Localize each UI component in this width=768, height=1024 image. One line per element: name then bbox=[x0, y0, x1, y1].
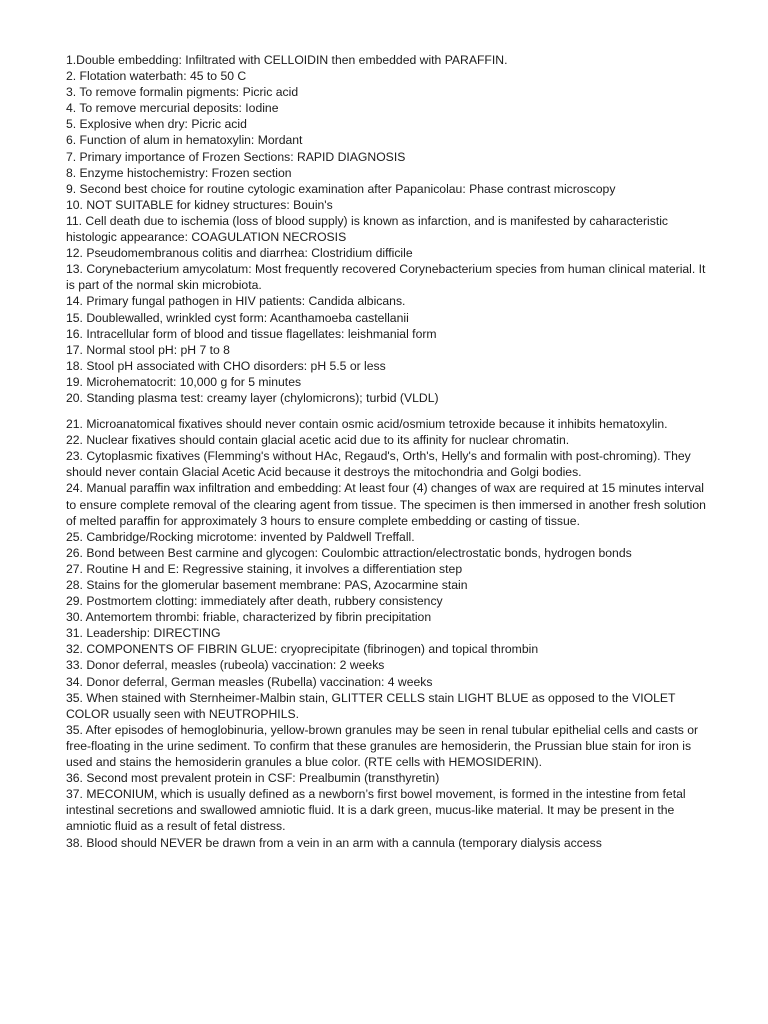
list-item: 24. Manual paraffin wax infiltration and embedding: At least four (4) changes of wax are required at 15 minutes interval to ensure complete removal of the clearing agent from tissue. The specimen is then immersed in another fresh solution of melted paraffin for approximately 3 hours to ensure complete embedding or casting of tissue. bbox=[66, 481, 706, 528]
list-item: 22. Nuclear fixatives should contain glacial acetic acid due to its affinity for nuclear chromatin. bbox=[66, 433, 570, 448]
list-item: 33. Donor deferral, measles (rubeola) vaccination: 2 weeks bbox=[66, 658, 385, 673]
list-item: 32. COMPONENTS OF FIBRIN GLUE: cryoprecipitate (fibrinogen) and topical thrombin bbox=[66, 642, 539, 657]
list-item: 7. Primary importance of Frozen Sections: RAPID DIAGNOSIS bbox=[66, 149, 406, 164]
list-item: 31. Leadership: DIRECTING bbox=[66, 626, 221, 641]
list-item: 30. Antemortem thrombi: friable, characterized by fibrin precipitation bbox=[66, 610, 432, 625]
list-item: 25. Cambridge/Rocking microtome: invented by Paldwell Treffall. bbox=[66, 529, 415, 544]
notes-group-2 bbox=[66, 416, 706, 851]
section-gap bbox=[66, 406, 706, 416]
list-item: 3. To remove formalin pigments: Picric acid bbox=[66, 85, 299, 100]
list-item: 9. Second best choice for routine cytologic examination after Papanicolau: Phase contrast microscopy bbox=[66, 181, 616, 196]
list-item: 35. When stained with Sternheimer-Malbin stain, GLITTER CELLS stain LIGHT BLUE as opposed to the VIOLET COLOR usually seen with NEUTROPHILS. bbox=[66, 690, 676, 721]
list-item: 23. Cytoplasmic fixatives (Flemming's without HAc, Regaud's, Orth's, Helly's and formalin with post-chroming). They should never contain Glacial Acetic Acid because it destroys the mitochondria and Golgi bodies. bbox=[66, 449, 691, 480]
document-page bbox=[66, 52, 706, 851]
list-item: 17. Normal stool pH: pH 7 to 8 bbox=[66, 342, 230, 357]
list-item: 26. Bond between Best carmine and glycogen: Coulombic attraction/electrostatic bonds, hydrogen bonds bbox=[66, 545, 632, 560]
list-item: 15. Doublewalled, wrinkled cyst form: Acanthamoeba castellanii bbox=[66, 310, 409, 325]
list-item: 10. NOT SUITABLE for kidney structures: Bouin's bbox=[66, 197, 333, 212]
list-item: 20. Standing plasma test: creamy layer (chylomicrons); turbid (VLDL) bbox=[66, 390, 439, 405]
list-item: 11. Cell death due to ischemia (loss of blood supply) is known as infarction, and is manifested by caharacteristic histologic appearance: COAGULATION NECROSIS bbox=[66, 213, 669, 245]
list-item: 2. Flotation waterbath: 45 to 50 C bbox=[66, 69, 247, 84]
notes-group-1 bbox=[66, 52, 706, 406]
list-item: 18. Stool pH associated with CHO disorders: pH 5.5 or less bbox=[66, 358, 386, 373]
list-item: 1.Double embedding: Infiltrated with CELLOIDIN then embedded with PARAFFIN. bbox=[66, 53, 508, 67]
list-item: 16. Intracellular form of blood and tissue flagellates: leishmanial form bbox=[66, 326, 437, 341]
list-item: 4. To remove mercurial deposits: Iodine bbox=[66, 101, 279, 116]
list-item: 19. Microhematocrit: 10,000 g for 5 minutes bbox=[66, 374, 302, 389]
list-item: 8. Enzyme histochemistry: Frozen section bbox=[66, 165, 292, 180]
list-item: 28. Stains for the glomerular basement membrane: PAS, Azocarmine stain bbox=[66, 578, 468, 592]
list-item: 37. MECONIUM, which is usually defined as a newborn’s first bowel movement, is formed in the intestine from fetal intestinal secretions and swallowed amniotic fluid. It is a dark green, mucus-like material. It may be present in the amniotic fluid as a result of fetal distress. bbox=[66, 787, 686, 834]
list-item: 5. Explosive when dry: Picric acid bbox=[66, 117, 247, 132]
list-item: 14. Primary fungal pathogen in HIV patients: Candida albicans. bbox=[66, 294, 406, 309]
list-item: 27. Routine H and E: Regressive staining, it involves a differentiation step bbox=[66, 561, 463, 576]
list-item: 6. Function of alum in hematoxylin: Mordant bbox=[66, 133, 303, 148]
list-item: 35. After episodes of hemoglobinuria, yellow-brown granules may be seen in renal tubular epithelial cells and casts or free-floating in the urine sediment. To confirm that these granules are hemosiderin, the Prussian blue stain for iron is used and stains the hemosiderin granules a blue color. (RTE cells with HEMOSIDERIN). bbox=[66, 722, 699, 770]
list-item: 21. Microanatomical fixatives should never contain osmic acid/osmium tetroxide because it inhibits hematoxylin. bbox=[66, 417, 668, 432]
list-item: 34. Donor deferral, German measles (Rubella) vaccination: 4 weeks bbox=[66, 674, 433, 689]
list-item: 38. Blood should NEVER be drawn from a vein in an arm with a cannula (temporary dialysis access bbox=[66, 835, 602, 850]
list-item: 29. Postmortem clotting: immediately after death, rubbery consistency bbox=[66, 594, 443, 609]
list-item: 36. Second most prevalent protein in CSF: Prealbumin (transthyretin) bbox=[66, 771, 440, 786]
list-item: 12. Pseudomembranous colitis and diarrhea: Clostridium difficile bbox=[66, 246, 413, 261]
list-item: 13. Corynebacterium amycolatum: Most frequently recovered Corynebacterium species from human clinical material. It is part of the normal skin microbiota. bbox=[66, 262, 706, 293]
